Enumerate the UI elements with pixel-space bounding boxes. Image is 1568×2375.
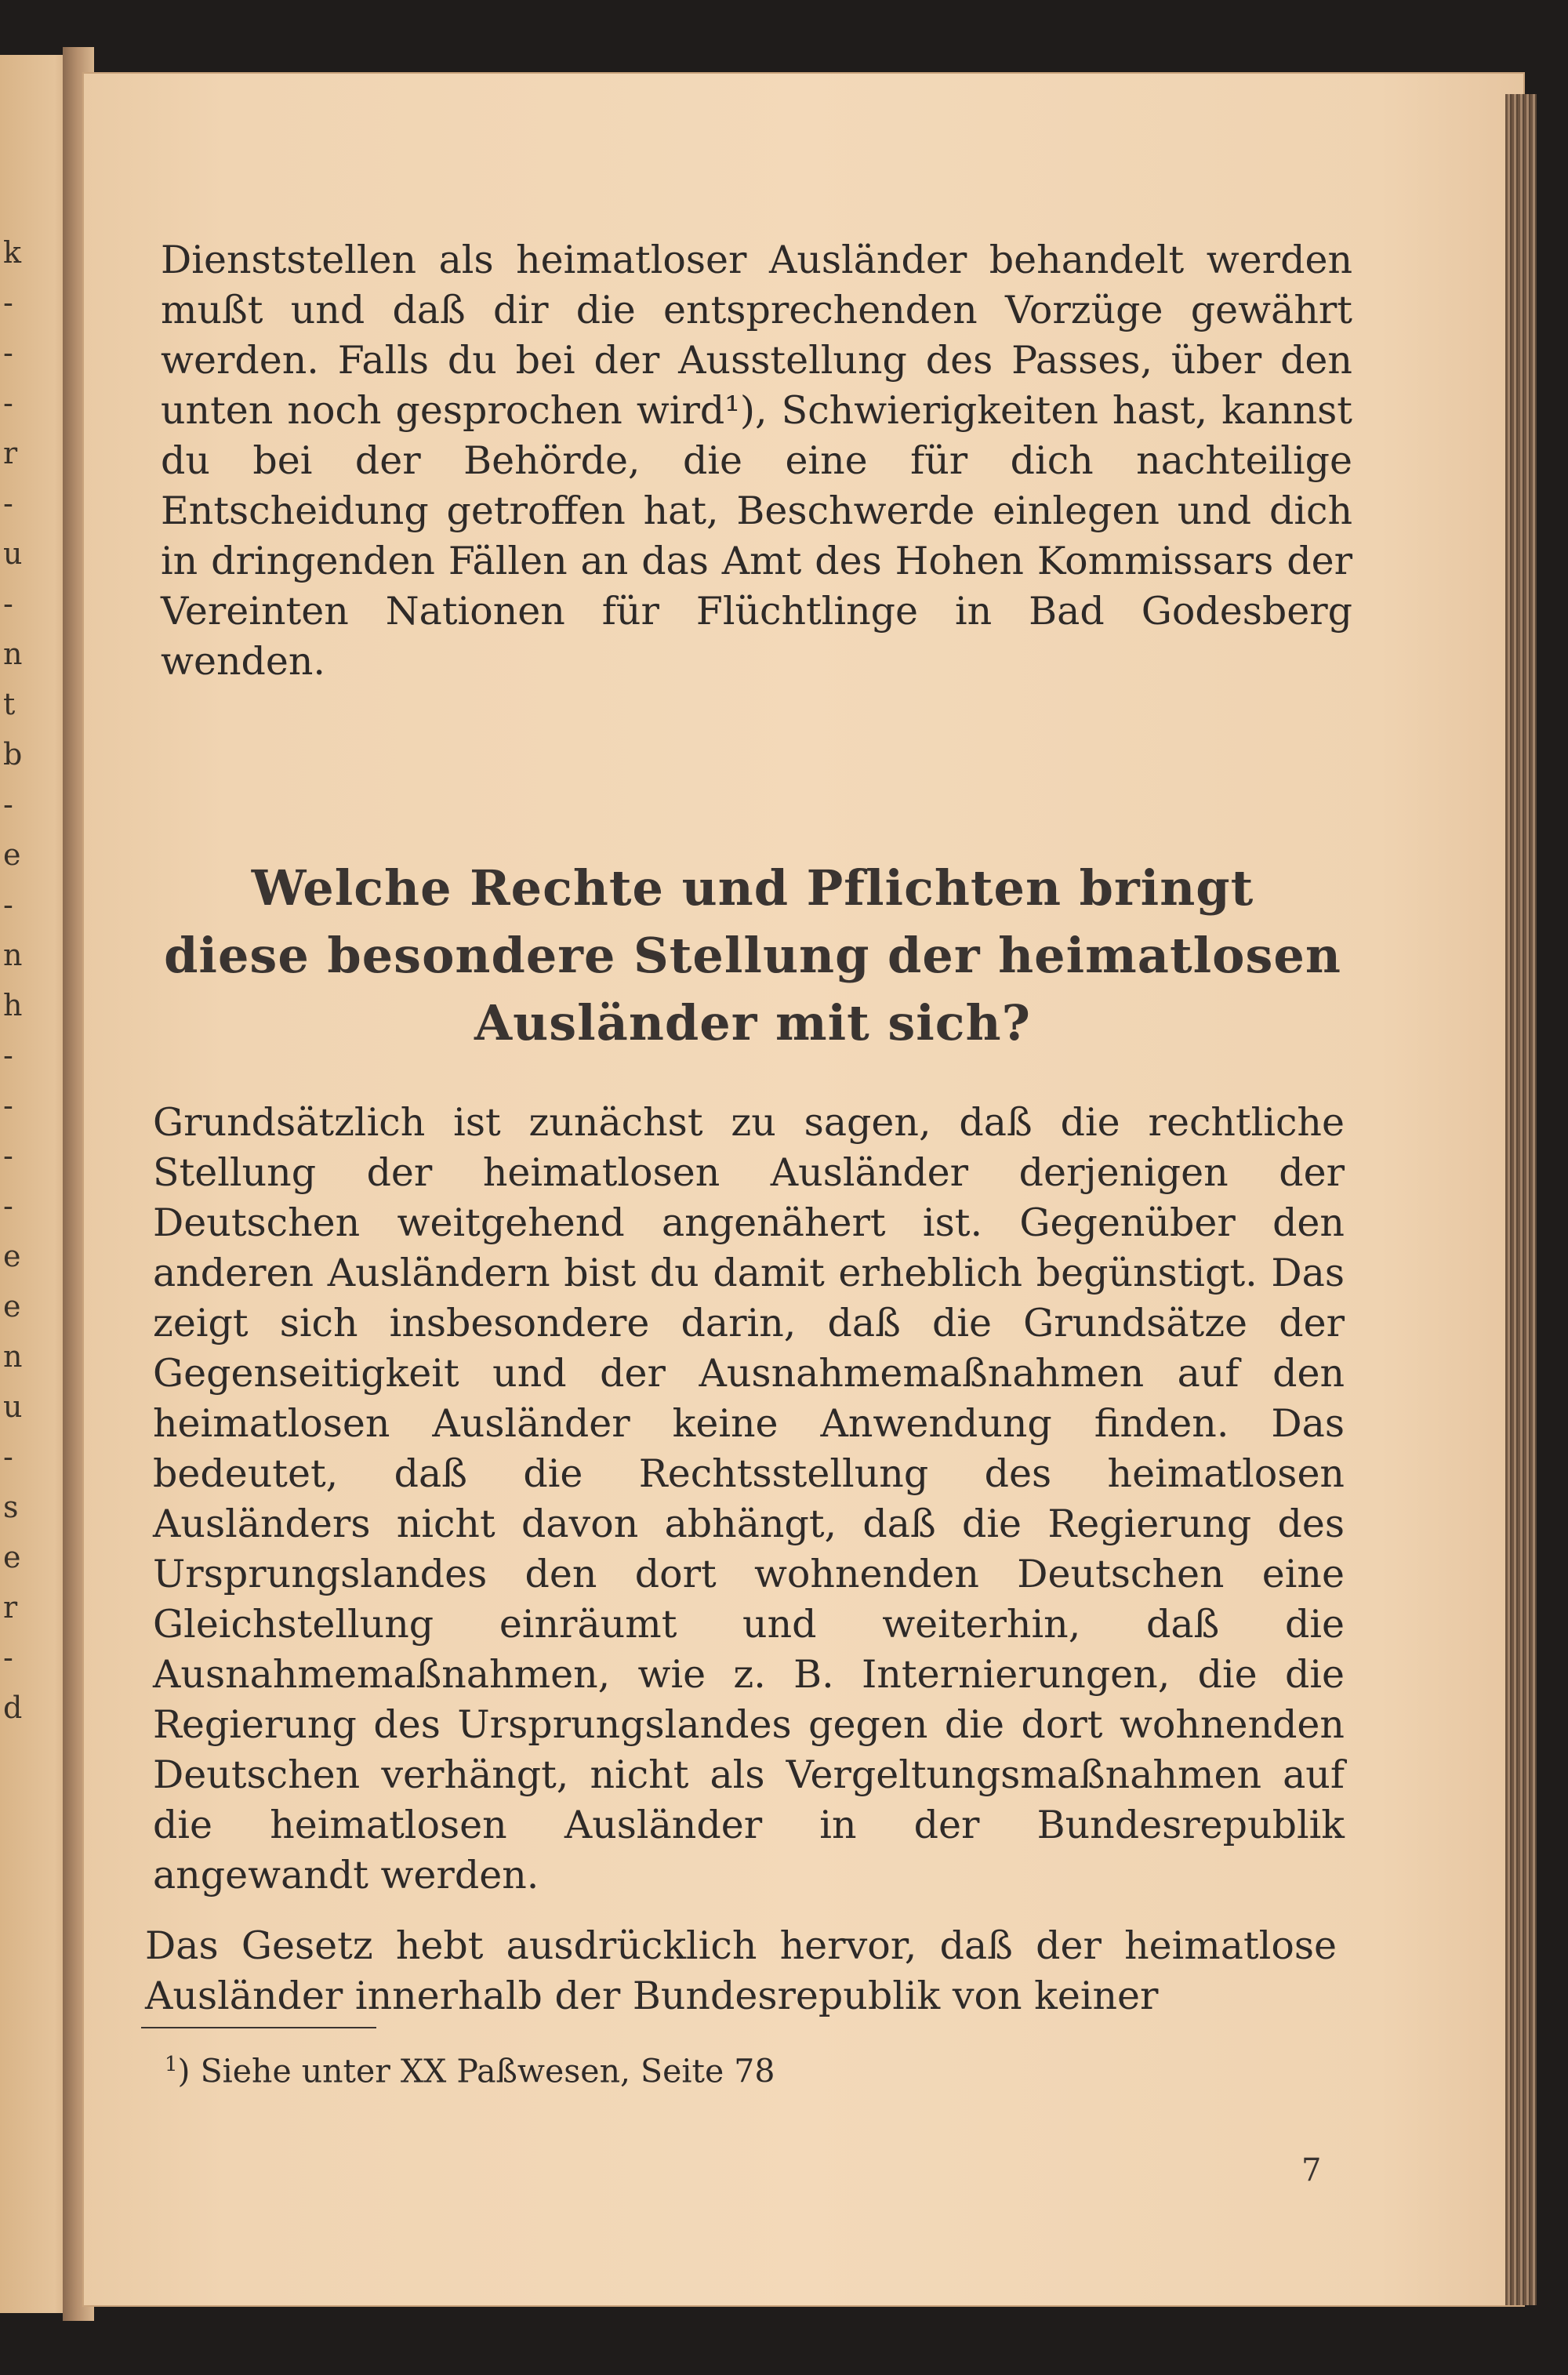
left-page-letter: n	[3, 637, 23, 671]
left-page-letter: e	[3, 1540, 21, 1574]
paragraph-1-text: Dienststellen als heimatloser Ausländer behandelt werden mußt und daß dir die entsprechenden Vorzüge gewährt werden. Falls du bei der Ausstellung des Passes, über den unten noch gesprochen wird¹), Schwierigkeiten hast, kannst du bei der Behörde, die eine für dich nachteilige Entscheidung getroffen hat, Beschwerde einlegen und dich in dringenden Fällen an das Amt des Hohen Kommissars der Vereinten Nationen für Flüchtlinge in Bad Godesberg wenden.	[161, 238, 1352, 684]
left-page-letter: b	[3, 737, 23, 772]
left-page-letter: -	[3, 285, 13, 320]
left-page-letter: n	[3, 1339, 23, 1374]
left-page-letter: n	[3, 938, 23, 972]
paragraph-3	[145, 1921, 1337, 2021]
footnote-mark: 1	[165, 2053, 178, 2076]
left-page-letter: r	[3, 1590, 18, 1625]
left-page-letter: -	[3, 787, 13, 822]
left-page-letter: r	[3, 436, 18, 470]
left-page-letter: h	[3, 988, 23, 1022]
left-page-letter: -	[3, 336, 13, 370]
left-page-letter: -	[3, 1038, 13, 1073]
left-page-letter: -	[3, 1440, 13, 1474]
left-page-letter: e	[3, 1289, 21, 1324]
left-page-letter: -	[3, 386, 13, 420]
paragraph-1	[161, 235, 1352, 687]
left-page-letter: u	[3, 1389, 23, 1424]
footnote-text: ) Siehe unter XX Paßwesen, Seite 78	[177, 2052, 775, 2090]
left-page-letter: -	[3, 1088, 13, 1123]
left-page-letter: s	[3, 1490, 19, 1524]
left-page-letter: u	[3, 536, 23, 571]
left-page-letter: -	[3, 888, 13, 922]
left-page-letter: k	[3, 235, 22, 270]
left-page-letter: t	[3, 687, 16, 721]
page-edges	[1505, 94, 1537, 2305]
left-page-letter: d	[3, 1690, 23, 1725]
paragraph-2-text: Grundsätzlich ist zunächst zu sagen, daß die rechtliche Stellung der heimatlosen Ausländer derjenigen der Deutschen weitgehend angenähert ist. Gegenüber den anderen Ausländern bist du damit erheblich begünstigt. Das zeigt sich insbesondere darin, daß die Grundsätze der Gegenseitigkeit und der Ausnahmemaßnahmen auf den heimatlosen Ausländer keine Anwendung finden. Das bedeutet, daß die Rechtsstellung des heimatlosen Ausländers nicht davon abhängt, daß die Regierung des Ursprungslandes den dort wohnenden Deutschen eine Gleichstellung einräumt und weiterhin, daß die Ausnahmemaßnahmen, wie z. B. Internierungen, die die Regierung des Ursprungslandes gegen die dort wohnenden Deutschen verhängt, nicht als Vergeltungsmaßnahmen auf die heimatlosen Ausländer in der Bundesrepublik angewandt werden.	[153, 1100, 1345, 1897]
footnote	[165, 2043, 1105, 2094]
left-page-letter: e	[3, 837, 21, 872]
left-page-letter: -	[3, 1189, 13, 1223]
heading-line-3: Ausländer mit sich?	[474, 994, 1031, 1051]
section-heading	[149, 855, 1356, 1057]
heading-line-2: diese besondere Stellung der heimatlosen	[164, 927, 1341, 984]
page-number: 7	[1301, 2152, 1322, 2188]
left-page-letter-column	[0, 55, 31, 2313]
left-page-letter: -	[3, 586, 13, 621]
paragraph-3-text: Das Gesetz hebt ausdrücklich hervor, daß der heimatlose Ausländer innerhalb der Bundesrepublik von keiner	[145, 1923, 1337, 2018]
left-page-letter: -	[3, 486, 13, 521]
left-page-letter: -	[3, 1640, 13, 1675]
left-page-letter: e	[3, 1239, 21, 1273]
left-page-letter: -	[3, 1138, 13, 1173]
heading-line-1: Welche Rechte und Pflichten bringt	[251, 859, 1254, 917]
footnote-rule	[141, 2027, 376, 2028]
paragraph-2	[153, 1098, 1345, 1901]
